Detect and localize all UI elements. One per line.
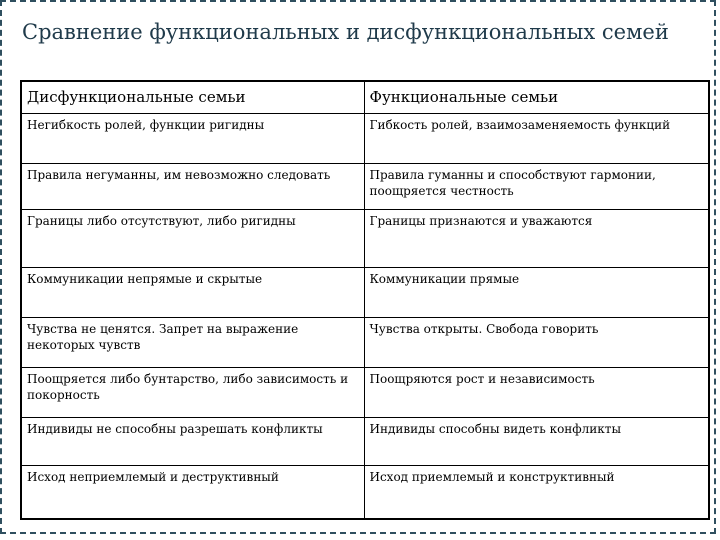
- cell-functional: Правила гуманны и способствуют гармонии, поощряется честность: [364, 163, 709, 209]
- table-row: [21, 417, 709, 465]
- cell-functional: Границы признаются и уважаются: [364, 209, 709, 267]
- header-functional: Функциональные семьи: [364, 81, 709, 113]
- cell-dysfunctional: Поощряется либо бунтарство, либо зависимость и покорность: [21, 367, 364, 417]
- slide-title: Сравнение функциональных и дисфункциональных семей: [22, 20, 669, 44]
- cell-dysfunctional: Коммуникации непрямые и скрытые: [21, 267, 364, 317]
- header-dysfunctional: Дисфункциональные семьи: [21, 81, 364, 113]
- cell-dysfunctional: Правила негуманны, им невозможно следовать: [21, 163, 364, 209]
- table-row: [21, 317, 709, 367]
- cell-functional: Исход приемлемый и конструктивный: [364, 465, 709, 519]
- cell-functional: Гибкость ролей, взаимозаменяемость функций: [364, 113, 709, 163]
- table-row: [21, 113, 709, 163]
- cell-dysfunctional: Исход неприемлемый и деструктивный: [21, 465, 364, 519]
- comparison-table: [20, 80, 710, 520]
- cell-functional: Индивиды способны видеть конфликты: [364, 417, 709, 465]
- cell-functional: Чувства открыты. Свобода говорить: [364, 317, 709, 367]
- cell-dysfunctional: Границы либо отсутствуют, либо ригидны: [21, 209, 364, 267]
- table-row: [21, 367, 709, 417]
- cell-functional: Коммуникации прямые: [364, 267, 709, 317]
- table-header-row: [21, 81, 709, 113]
- table-row: [21, 163, 709, 209]
- cell-dysfunctional: Негибкость ролей, функции ригидны: [21, 113, 364, 163]
- cell-functional: Поощряются рост и независимость: [364, 367, 709, 417]
- table-row: [21, 209, 709, 267]
- table-row: [21, 465, 709, 519]
- table-row: [21, 267, 709, 317]
- cell-dysfunctional: Чувства не ценятся. Запрет на выражение некоторых чувств: [21, 317, 364, 367]
- cell-dysfunctional: Индивиды не способны разрешать конфликты: [21, 417, 364, 465]
